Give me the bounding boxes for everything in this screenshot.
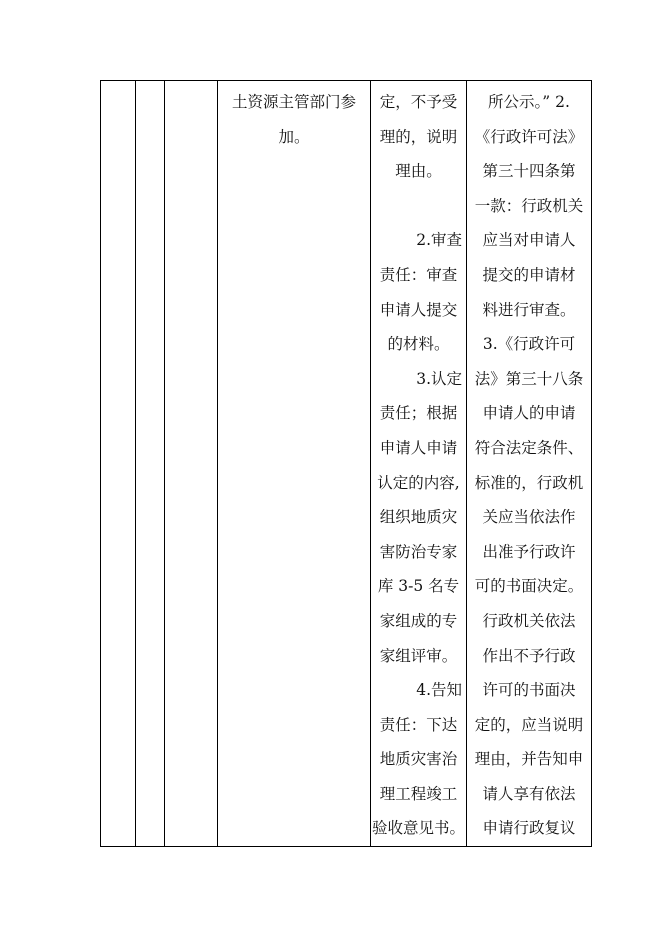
table-cell-col6	[467, 81, 592, 847]
col5-line: 验收意见书。	[371, 819, 465, 838]
col5-line: 申请人提交	[379, 300, 458, 319]
col5-line: 理由。	[395, 162, 442, 181]
col5-line: 地质灾害治	[379, 750, 458, 769]
col6-line: 申请人的申请	[482, 404, 576, 423]
col5-text	[371, 81, 466, 846]
col6-text	[467, 81, 591, 846]
col4-line: 土资源主管部门参	[231, 93, 356, 111]
col5-line	[371, 189, 466, 224]
table-cell-col3	[165, 81, 218, 847]
col6-line: 一款：行政机关	[474, 196, 584, 215]
document-table	[100, 80, 592, 847]
col5-line: 家组成的专	[379, 611, 458, 630]
col6-line: 3.《行政许可	[482, 335, 576, 354]
col6-line: 理由，并告知申	[474, 750, 584, 769]
col5-line: 害防治专家	[379, 542, 458, 561]
col5-line: 理工程竣工	[379, 784, 458, 803]
col6-line: 提交的申请材	[482, 265, 576, 284]
table-row	[101, 81, 592, 847]
col6-line: 定的，应当说明	[474, 715, 584, 734]
col5-line: 2.审查	[416, 231, 462, 250]
col6-line: 标准的，行政机	[474, 473, 584, 492]
col6-line: 行政机关依法	[482, 611, 576, 630]
col6-line: 申请行政复议	[482, 819, 576, 838]
col6-line: 《行政许可法》	[474, 127, 584, 146]
table-cell-col4	[218, 81, 371, 847]
col6-line: 法》第三十八条	[474, 369, 584, 388]
col6-line: 第三十四条第	[482, 162, 576, 181]
col5-line: 责任：下达	[379, 715, 458, 734]
col6-line: 可的书面决定。	[474, 577, 584, 596]
table-cell-col1	[101, 81, 136, 847]
col6-line: 许可的书面决	[482, 681, 576, 700]
col5-line: 家组评审。	[379, 646, 458, 665]
col6-line: 符合法定条件、	[474, 438, 584, 457]
col5-line: 4.告知	[416, 681, 462, 700]
col6-line: 关应当依法作	[482, 508, 576, 527]
col5-line: 申请人申请	[379, 438, 458, 457]
col6-line: 应当对申请人	[482, 231, 576, 250]
table-cell-col5	[371, 81, 467, 847]
col6-line: 出准予行政许	[482, 542, 576, 561]
table-cell-col2	[136, 81, 165, 847]
col5-line: 3.认定	[416, 369, 462, 388]
col4-line: 加。	[278, 127, 310, 146]
col5-line: 组织地质灾	[379, 508, 458, 527]
col6-line: 料进行审查。	[482, 300, 576, 319]
col6-line: 请人享有依法	[482, 784, 576, 803]
col6-line: 作出不予行政	[482, 646, 576, 665]
col5-line: 认定的内容,	[377, 473, 460, 492]
col5-line: 库 3-5 名专	[377, 577, 460, 596]
col5-line: 责任；根据	[379, 404, 458, 423]
col6-line: 所公示。” 2.	[488, 93, 570, 111]
col5-line: 理的，说明	[379, 127, 458, 146]
col4-text	[218, 81, 370, 154]
col5-line: 的材料。	[387, 335, 450, 354]
col5-line: 定，不予受	[379, 93, 458, 111]
col5-line: 责任：审查	[379, 265, 458, 284]
